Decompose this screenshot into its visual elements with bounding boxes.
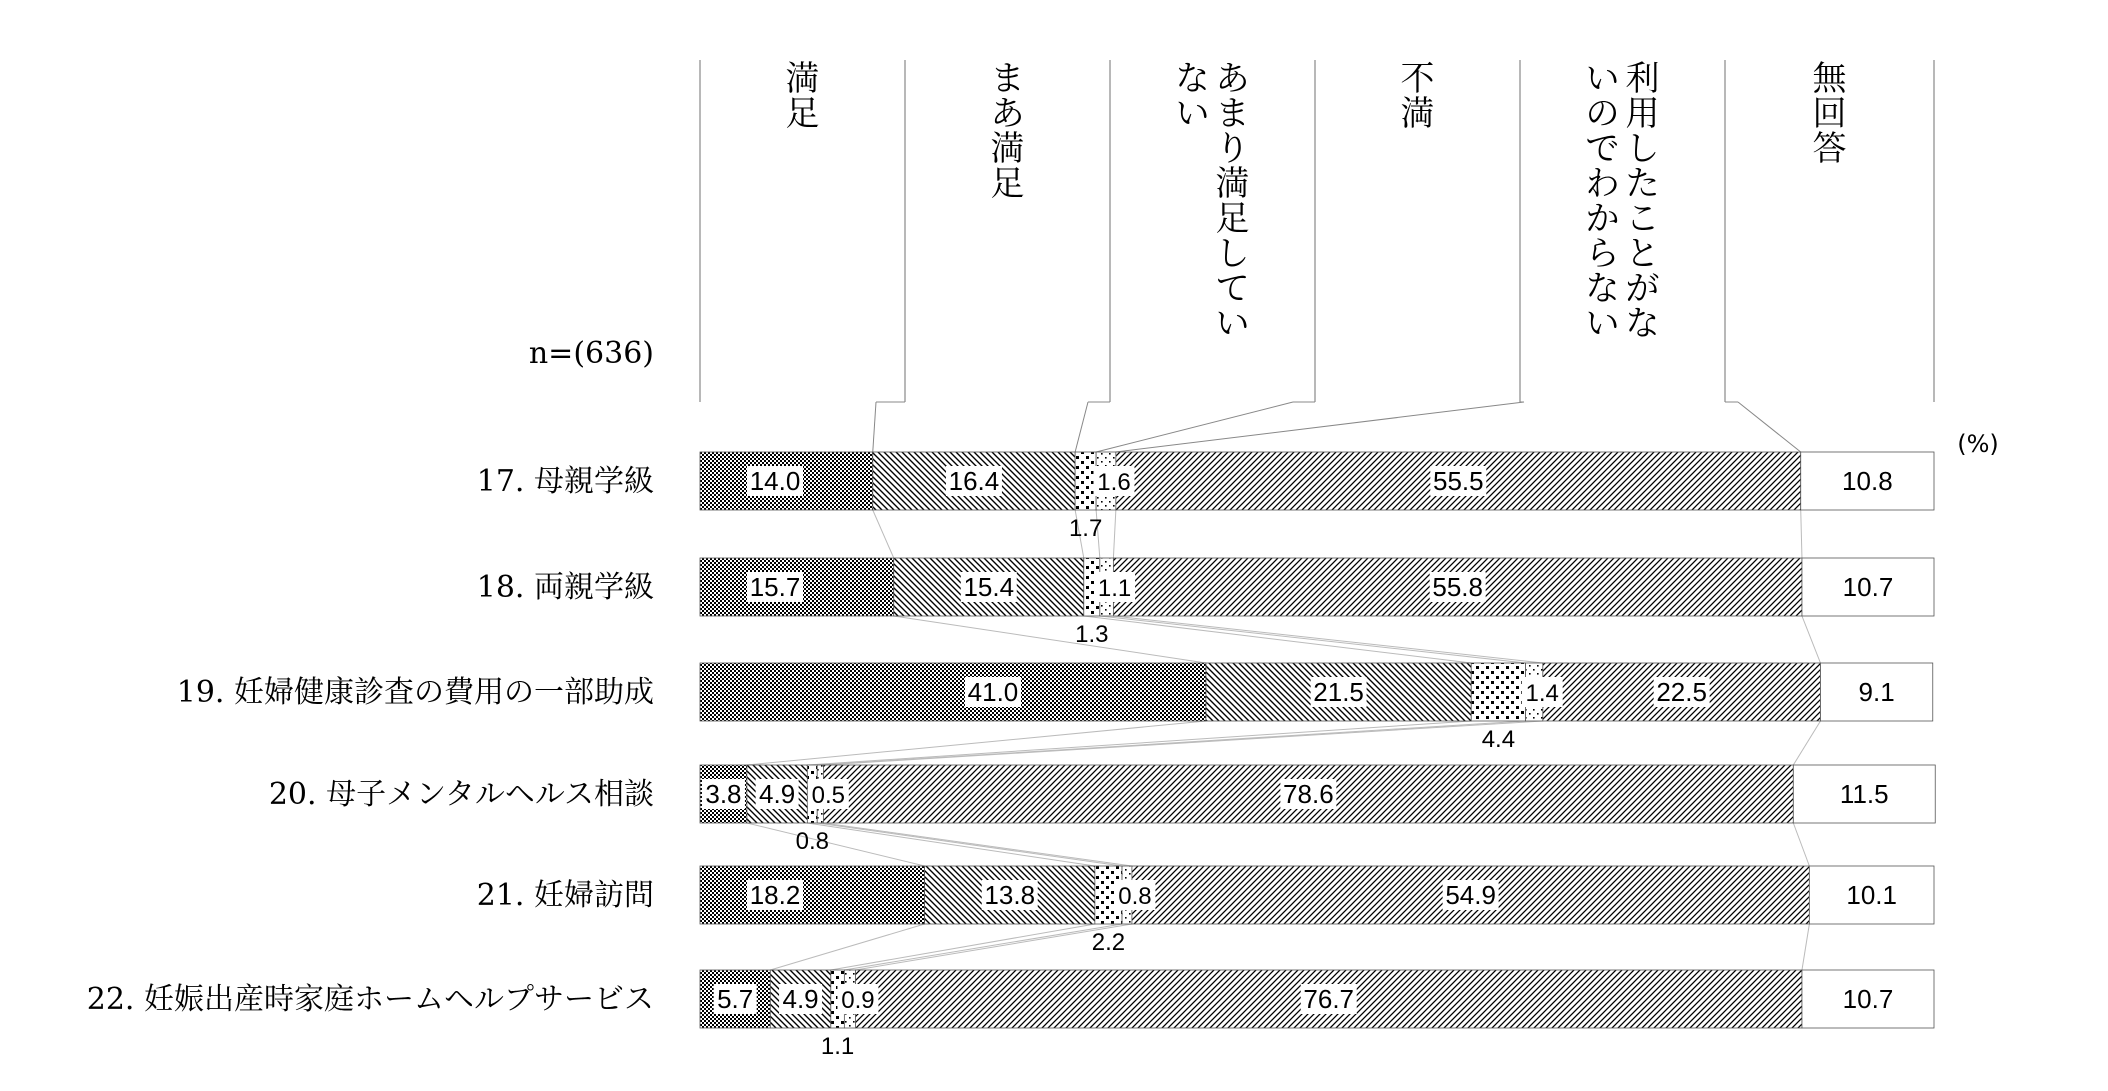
legend-header-char: 足: [1215, 199, 1250, 239]
legend-header-char: 足: [785, 94, 820, 134]
category-label: 20. 母子メンタルヘルス相談: [268, 777, 654, 812]
category-label: 18. 両親学級: [476, 570, 654, 605]
data-label: 55.8: [1432, 572, 1483, 602]
legend-header-char: あ: [1215, 59, 1250, 99]
data-label: 78.6: [1283, 779, 1334, 809]
data-label: 15.7: [749, 572, 801, 602]
data-label: 22.5: [1656, 677, 1707, 707]
legend-header-char: 用: [1625, 94, 1660, 134]
legend-header-char: い: [1585, 59, 1620, 99]
legend-header-never-used: [1586, 59, 1660, 344]
data-label: 14.0: [749, 466, 801, 496]
data-label: 10.7: [1842, 984, 1894, 1014]
connector-line: [823, 823, 1132, 866]
legend-header-char: が: [1625, 269, 1660, 309]
legend-header-char: な: [1175, 59, 1210, 99]
legend-header-char: り: [1215, 129, 1250, 169]
data-label: 13.8: [984, 880, 1036, 910]
data-label: 41.0: [967, 677, 1019, 707]
connector-line: [770, 924, 924, 970]
header-connector: [1075, 402, 1088, 452]
data-label: 10.7: [1842, 572, 1894, 602]
bar-segment-not-very-satisfied: [1471, 663, 1525, 721]
data-label: 1.6: [1097, 469, 1131, 496]
data-label: 4.4: [1481, 726, 1516, 753]
data-label: 18.2: [749, 880, 801, 910]
category-label: 21. 妊婦訪問: [476, 878, 654, 913]
category-label: 19. 妊婦健康診査の費用の一部助成: [176, 675, 654, 710]
legend-header-char: た: [1625, 164, 1660, 204]
legend-header-char: 答: [1812, 129, 1847, 169]
data-label: 0.5: [811, 782, 846, 809]
data-label: 0.8: [795, 828, 829, 855]
connector-line: [855, 924, 1131, 970]
connector-line: [1113, 510, 1115, 558]
connector-line: [894, 616, 1206, 663]
legend-header-char: 満: [785, 59, 820, 99]
data-label: 3.8: [705, 779, 742, 809]
bar-segment-satisfied: [700, 866, 925, 924]
bar-segment-not-very-satisfied: [1075, 452, 1096, 510]
header-connector: [1096, 402, 1293, 452]
legend-header-no-answer: [1813, 59, 1848, 169]
bar-row: [87, 970, 1934, 1060]
data-label: 9.1: [1858, 677, 1895, 707]
connector-line: [807, 823, 1095, 866]
legend-header-char: 足: [990, 164, 1025, 204]
legend-header-char: し: [1215, 234, 1250, 274]
data-label: 5.7: [717, 984, 754, 1014]
legend-header-char: な: [1585, 269, 1620, 309]
connector-line: [831, 924, 1095, 970]
header-connector: [1116, 402, 1524, 452]
data-label: 2.2: [1091, 929, 1126, 956]
legend-header-char: い: [1585, 304, 1620, 344]
connector-line: [1793, 823, 1809, 866]
legend-header-char: か: [1585, 199, 1620, 239]
connector-line: [1802, 616, 1821, 663]
legend-header-char: 満: [990, 129, 1025, 169]
connector-line: [873, 510, 894, 558]
legend-header-dissatisfied: [1401, 59, 1435, 134]
connector-line: [747, 823, 925, 866]
data-label: 1.7: [1068, 515, 1103, 542]
unit-label: (%): [1957, 430, 1999, 458]
legend-column-headers: [700, 59, 1934, 402]
bar-row: [177, 663, 1933, 753]
connector-line: [823, 721, 1542, 765]
data-label: 4.9: [782, 984, 819, 1014]
header-connector: [1738, 402, 1801, 452]
bar-row: [477, 452, 1934, 542]
legend-header-char: で: [1585, 129, 1620, 169]
legend-header-char: こ: [1625, 199, 1660, 239]
connector-line: [1084, 616, 1471, 663]
data-label: 1.4: [1525, 680, 1559, 707]
data-label: 16.4: [948, 466, 1000, 496]
connector-line: [1802, 924, 1809, 970]
legend-header-char: 不: [1400, 59, 1435, 99]
connector-line: [1801, 510, 1802, 558]
data-label: 1.1: [1097, 575, 1132, 602]
bar-segment-satisfied: [700, 663, 1206, 721]
data-label: 4.9: [759, 779, 796, 809]
data-label: 54.9: [1445, 880, 1496, 910]
data-label: 0.8: [1118, 883, 1152, 910]
connector-line: [1113, 616, 1542, 663]
legend-header-char: の: [1585, 94, 1620, 134]
legend-header-char: 回: [1812, 94, 1847, 134]
data-label: 10.1: [1846, 880, 1897, 910]
sample-size-label: n=(636): [528, 336, 654, 371]
bar-row: [477, 558, 1934, 648]
category-label: 17. 母親学級: [476, 464, 654, 499]
bar-row: [269, 765, 1935, 855]
legend-header-char: ま: [1215, 94, 1250, 134]
data-label: 15.4: [963, 572, 1015, 602]
legend-header-char: あ: [990, 94, 1025, 134]
bar-row: [477, 866, 1934, 956]
data-label: 1.1: [820, 1033, 855, 1060]
legend-header-char: ま: [990, 59, 1025, 99]
data-label: 21.5: [1313, 677, 1364, 707]
data-label: 55.5: [1432, 466, 1484, 496]
legend-header-char: 満: [1215, 164, 1250, 204]
legend-header-char: い: [1215, 304, 1250, 344]
category-label: 22. 妊娠出産時家庭ホームヘルプサービス: [86, 982, 654, 1017]
bar-rows: [87, 452, 1935, 1060]
legend-header-satisfied: [786, 59, 820, 134]
legend-header-char: て: [1215, 269, 1250, 309]
connector-line: [844, 924, 1122, 970]
connector-line: [817, 823, 1122, 866]
connector-line: [1100, 616, 1526, 663]
legend-header-char: 利: [1625, 59, 1660, 99]
legend-header-char: し: [1625, 129, 1660, 169]
legend-header-char: 無: [1812, 59, 1847, 99]
data-label: 11.5: [1839, 779, 1889, 809]
data-label: 1.3: [1075, 621, 1109, 648]
legend-header-char: わ: [1585, 164, 1620, 204]
legend-header-char: ら: [1585, 234, 1620, 274]
legend-header-char: と: [1625, 234, 1660, 274]
legend-header-somewhat-satisfied: [991, 59, 1025, 204]
data-label: 76.7: [1303, 984, 1355, 1014]
legend-header-not-very-satisfied: [1176, 59, 1250, 344]
data-label: 0.9: [841, 987, 875, 1014]
data-label: 10.8: [1842, 466, 1893, 496]
legend-header-char: い: [1175, 94, 1210, 134]
legend-header-char: 満: [1400, 94, 1435, 134]
legend-header-char: な: [1625, 304, 1660, 344]
connector-line: [1793, 721, 1820, 765]
header-connector: [873, 402, 876, 452]
